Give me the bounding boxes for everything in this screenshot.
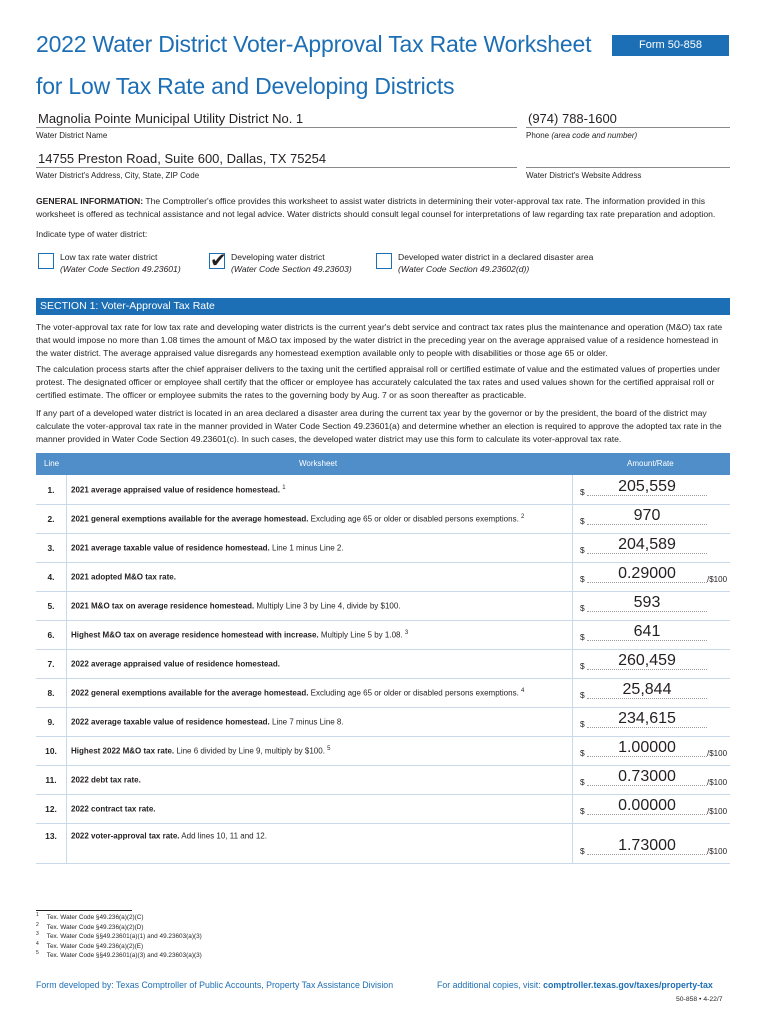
line-description-bold: 2021 adopted M&O tax rate. xyxy=(71,572,176,582)
line-description-bold: 2022 debt tax rate. xyxy=(71,775,141,785)
line-description xyxy=(71,831,546,841)
form-title-line-1: 2022 Water District Voter-Approval Tax Rate Worksheet xyxy=(36,31,592,57)
column-header-worksheet: Worksheet xyxy=(299,459,338,468)
amount-field[interactable] xyxy=(587,727,707,728)
checkbox-developed-disaster[interactable] xyxy=(376,253,392,269)
footer-copies xyxy=(437,980,713,990)
footnote-ref: 4 xyxy=(521,688,525,694)
line-description-rest: Line 1 minus Line 2. xyxy=(269,543,344,553)
phone-label-text: Phone xyxy=(526,131,550,140)
table-row xyxy=(36,765,730,794)
amount-value: 234,615 xyxy=(618,710,676,727)
footnote-text: Tex. Water Code §49.236(a)(2)(C) xyxy=(46,914,144,922)
footnote-number: 3 xyxy=(36,931,39,937)
line-number: 2. xyxy=(47,514,55,524)
table-row xyxy=(36,620,730,649)
line-description xyxy=(71,601,546,611)
amount-field[interactable] xyxy=(587,495,707,496)
amount-value: 25,844 xyxy=(622,681,672,698)
line-description xyxy=(71,775,546,785)
general-information-lead: GENERAL INFORMATION: xyxy=(36,196,144,206)
option-developed-disaster-note: (Water Code Section 49.23602(d)) xyxy=(398,264,530,274)
rate-unit: /$100 xyxy=(707,778,728,787)
option-developing-note: (Water Code Section 49.23603) xyxy=(231,264,352,274)
footnote-number: 1 xyxy=(36,912,39,918)
line-description-bold: Highest M&O tax on average residence homestead with increase. xyxy=(71,630,319,640)
checkmark-icon: ✔ xyxy=(210,250,227,272)
address-label: Water District's Address, City, State, ZIP Code xyxy=(36,171,200,180)
rate-unit: /$100 xyxy=(707,807,728,816)
district-type-prompt: Indicate type of water district: xyxy=(36,229,148,239)
worksheet-table-header xyxy=(36,453,730,475)
table-row xyxy=(36,591,730,620)
line-description xyxy=(71,717,546,727)
checkbox-developing[interactable] xyxy=(209,250,227,272)
website-label: Water District's Website Address xyxy=(526,171,642,180)
section-1-paragraph-2: The calculation process starts after the chief appraiser delivers to the taxing unit the certified appraisal roll or certified estimate of value and the estimated values of properties under protest. The designated officer or employee shall certify that the officer or employee has accurately calculated the tax rates and used values shown for the certified appraisal roll or certified estimate. The officer or employee submits the rates to the governing body by Aug. 7 or as soon thereafter as practicable. xyxy=(36,364,721,400)
footer-form-code: 50-858 • 4-22/7 xyxy=(676,996,723,1003)
amount-field[interactable] xyxy=(587,640,707,641)
footnote-number: 2 xyxy=(36,921,39,928)
table-row xyxy=(36,475,730,504)
amount-value: 0.29000 xyxy=(618,565,676,582)
option-low-tax-rate xyxy=(60,251,181,275)
amount-field[interactable] xyxy=(587,756,707,757)
amount-field[interactable] xyxy=(587,582,707,583)
option-developed-disaster-label: Developed water district in a declared disaster area xyxy=(398,252,594,262)
amount-value: 260,459 xyxy=(618,652,676,669)
amount-value: 205,559 xyxy=(618,478,676,495)
dollar-sign: $ xyxy=(580,748,585,758)
footnote-ref: 1 xyxy=(282,485,286,491)
checkbox-low-tax-rate[interactable] xyxy=(38,253,54,269)
rate-unit: /$100 xyxy=(707,749,728,758)
line-description-bold: 2021 M&O tax on average residence homestead. xyxy=(71,601,255,611)
dollar-sign: $ xyxy=(580,777,585,787)
footnote xyxy=(36,912,144,921)
amount-value: 1.73000 xyxy=(618,837,676,854)
line-description-bold: 2021 average appraised value of residence homestead. xyxy=(71,485,280,495)
amount-field[interactable] xyxy=(587,785,707,786)
line-description-bold: Highest 2022 M&O tax rate. xyxy=(71,746,175,756)
general-information-text: The Comptroller's office provides this worksheet to assist water districts in determining their voter-approval tax rate. The information provided in this worksheet is offered as technical assistance and not legal advice. Water districts should consult legal counsel for interpretations of law regarding tax rate preparation and adoption. xyxy=(36,196,716,219)
amount-field[interactable] xyxy=(587,669,707,670)
line-description-bold: 2022 average appraised value of residence homestead. xyxy=(71,659,280,669)
footnote-rule xyxy=(36,910,132,911)
footer-copies-link[interactable]: comptroller.texas.gov/taxes/property-tax xyxy=(543,980,713,990)
footnote-text: Tex. Water Code §§49.23601(a)(1) and 49.23603(a)(3) xyxy=(46,933,202,941)
line-number: 10. xyxy=(45,746,57,756)
footnote xyxy=(36,941,143,950)
footnote-ref: 2 xyxy=(521,514,525,520)
line-number: 1. xyxy=(47,485,55,495)
footnote-number: 4 xyxy=(36,940,39,947)
line-description-bold: 2022 average taxable value of residence homestead. xyxy=(71,717,270,727)
line-number: 6. xyxy=(47,630,55,640)
line-description xyxy=(71,659,546,669)
amount-field[interactable] xyxy=(587,814,707,815)
dollar-sign: $ xyxy=(580,846,585,856)
table-row xyxy=(36,736,730,765)
dollar-sign: $ xyxy=(580,603,585,613)
footer-credit: Form developed by: Texas Comptroller of Public Accounts, Property Tax Assistance Division xyxy=(36,980,394,990)
line-description-rest: Multiply Line 5 by 1.08. xyxy=(318,630,403,640)
footnote-text: Tex. Water Code §§49.23601(a)(3) and 49.23603(a)(3) xyxy=(46,952,202,960)
phone-value: (974) 788-1600 xyxy=(528,111,617,126)
column-header-line: Line xyxy=(44,459,60,468)
amount-field[interactable] xyxy=(587,524,707,525)
section-1-heading: SECTION 1: Voter-Approval Tax Rate xyxy=(36,298,730,315)
line-description-rest: Add lines 10, 11 and 12. xyxy=(179,831,267,841)
line-description-rest: Line 6 divided by Line 9, multiply by $100. xyxy=(174,746,325,756)
district-name-field[interactable] xyxy=(36,127,517,128)
line-description-rest: Excluding age 65 or older or disabled persons exemptions. xyxy=(308,688,519,698)
line-description xyxy=(71,514,546,524)
dollar-sign: $ xyxy=(580,516,585,526)
amount-value: 0.00000 xyxy=(618,797,676,814)
line-description xyxy=(71,746,546,756)
footnote xyxy=(36,931,202,940)
line-number: 8. xyxy=(47,688,55,698)
footnote-text: Tex. Water Code §49.236(a)(2)(D) xyxy=(46,923,144,931)
footnote xyxy=(36,950,202,959)
option-low-tax-rate-label: Low tax rate water district xyxy=(60,252,158,262)
address-field[interactable] xyxy=(36,167,517,168)
table-row xyxy=(36,533,730,562)
amount-value: 641 xyxy=(633,623,661,640)
line-description-bold: 2021 general exemptions available for the average homestead. xyxy=(71,514,309,524)
footnote-ref: 5 xyxy=(327,746,331,752)
amount-field[interactable] xyxy=(587,611,707,612)
line-description xyxy=(71,572,546,582)
amount-field[interactable] xyxy=(587,698,707,699)
table-row xyxy=(36,649,730,678)
line-description-bold: 2022 voter-approval tax rate. xyxy=(71,831,180,841)
line-description-bold: 2022 contract tax rate. xyxy=(71,804,156,814)
footnote-text: Tex. Water Code §49.236(a)(2)(E) xyxy=(46,942,144,950)
amount-value: 1.00000 xyxy=(618,739,676,756)
footnote-ref: 3 xyxy=(404,630,409,636)
option-developing-label: Developing water district xyxy=(231,252,325,262)
line-number: 7. xyxy=(47,659,55,669)
line-description xyxy=(71,688,546,698)
line-number: 11. xyxy=(45,775,57,785)
district-name-value: Magnolia Pointe Municipal Utility District No. 1 xyxy=(38,111,304,126)
amount-value: 970 xyxy=(633,507,661,524)
dollar-sign: $ xyxy=(580,690,585,700)
address-value: 14755 Preston Road, Suite 600, Dallas, TX 75254 xyxy=(38,151,327,166)
line-description xyxy=(71,630,546,640)
line-description-rest: Multiply Line 3 by Line 4, divide by $100. xyxy=(254,601,401,611)
line-description-rest: Line 7 minus Line 8. xyxy=(269,717,344,727)
column-header-amount: Amount/Rate xyxy=(627,459,674,468)
form-number-badge: Form 50-858 xyxy=(612,35,729,56)
dollar-sign: $ xyxy=(580,632,585,642)
table-row xyxy=(36,794,730,823)
line-description xyxy=(71,485,546,495)
line-number: 5. xyxy=(47,601,55,611)
table-row-divider xyxy=(36,863,730,864)
table-row xyxy=(36,504,730,533)
phone-field[interactable] xyxy=(526,127,730,128)
option-developed-disaster xyxy=(398,251,593,275)
section-1-paragraph-1: The voter-approval tax rate for low tax rate and developing water districts is the current year's debt service and contract tax rates plus the maintenance and operation (M&O) tax rate that would impose no more than 1.08 times the amount of M&O tax imposed by the water district in the preceding year on the average appraised value of a residence homestead in the water district. The average appraised value disregards any homestead exemption available only to people with disabilities or those age 65 or older. xyxy=(36,322,723,358)
dollar-sign: $ xyxy=(580,487,585,497)
line-number: 4. xyxy=(47,572,55,582)
phone-label-note: (area code and number) xyxy=(551,131,638,140)
option-low-tax-rate-note: (Water Code Section 49.23601) xyxy=(60,264,181,274)
amount-field[interactable] xyxy=(587,553,707,554)
form-title-line-2: for Low Tax Rate and Developing Districts xyxy=(36,73,455,99)
dollar-sign: $ xyxy=(580,806,585,816)
line-number: 13. xyxy=(45,831,57,841)
table-row xyxy=(36,678,730,707)
line-description-bold: 2022 general exemptions available for the average homestead. xyxy=(71,688,309,698)
line-number: 12. xyxy=(45,804,57,814)
dollar-sign: $ xyxy=(580,661,585,671)
line-description xyxy=(71,543,546,553)
dollar-sign: $ xyxy=(580,719,585,729)
amount-value: 593 xyxy=(633,594,661,611)
footnote xyxy=(36,922,144,931)
amount-value: 204,589 xyxy=(618,536,676,553)
amount-value: 0.73000 xyxy=(618,768,676,785)
general-information xyxy=(36,195,730,221)
table-row xyxy=(36,707,730,736)
footnote-number: 5 xyxy=(36,950,39,956)
option-developing xyxy=(231,251,352,275)
rate-unit: /$100 xyxy=(707,575,728,584)
phone-label xyxy=(526,131,637,140)
district-name-label: Water District Name xyxy=(36,131,108,140)
amount-field[interactable] xyxy=(587,854,707,855)
footer-copies-prefix: For additional copies, visit: xyxy=(437,980,544,990)
rate-unit: /$100 xyxy=(707,847,728,856)
website-field[interactable] xyxy=(526,167,730,168)
section-1-paragraph-3: If any part of a developed water district is located in an area declared a disaster area during the current tax year by the governor or by the president, the board of the district may calculate the voter-approval tax rate in the manner provided in Water Code Section 49.23601(a) and determine whether an election is required to approve the adopted tax rate in the manner provided in Water Code Section 49.23601(c). In such cases, the developed water district may use this form to calculate its voter-approval tax rate. xyxy=(36,408,722,444)
line-description xyxy=(71,804,546,814)
table-row xyxy=(36,823,730,863)
line-description-bold: 2021 average taxable value of residence homestead. xyxy=(71,543,270,553)
line-number: 3. xyxy=(47,543,55,553)
line-description-rest: Excluding age 65 or older or disabled persons exemptions. xyxy=(308,514,519,524)
dollar-sign: $ xyxy=(580,545,585,555)
line-number: 9. xyxy=(47,717,55,727)
table-row xyxy=(36,562,730,591)
dollar-sign: $ xyxy=(580,574,585,584)
